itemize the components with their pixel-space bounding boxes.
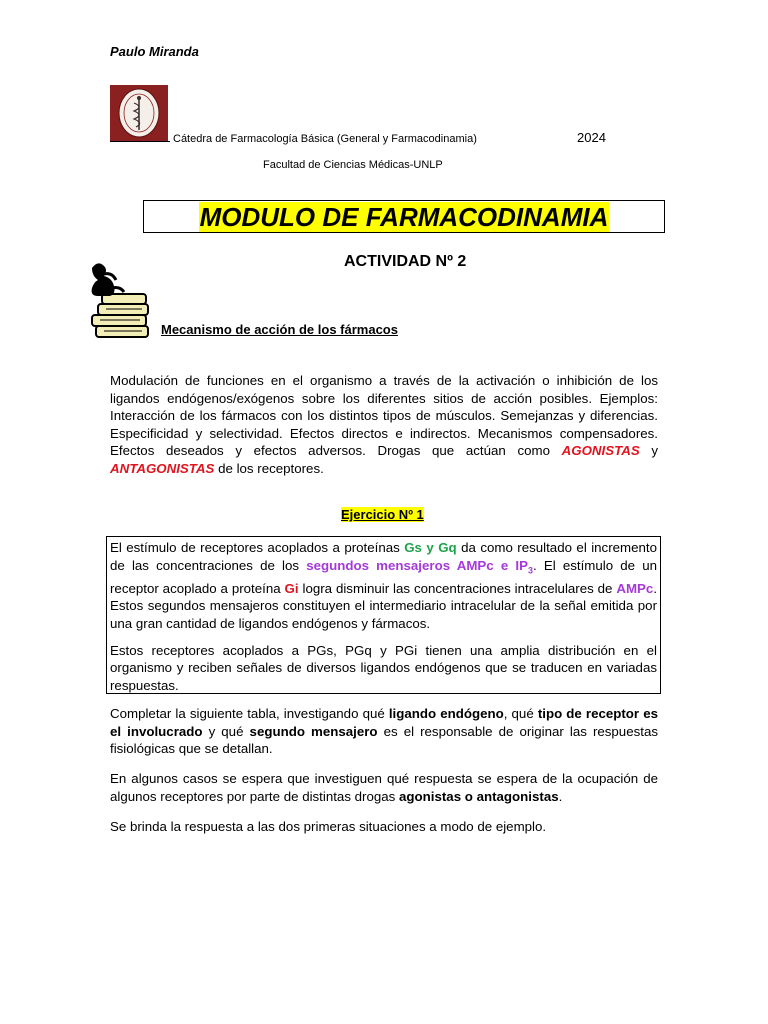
brinda-paragraph: Se brinda la respuesta a las dos primeras situaciones a modo de ejemplo. — [110, 819, 547, 834]
university-seal-icon — [110, 85, 168, 141]
intro-end: de los receptores. — [214, 460, 324, 476]
thinker-on-books-icon — [82, 260, 152, 342]
completar-paragraph — [110, 705, 658, 758]
completar-text: , qué — [503, 706, 538, 721]
segundo-mensajero-term: segundo mensajero — [249, 723, 378, 739]
module-title-box — [143, 200, 665, 233]
author-name: Paulo Miranda — [110, 44, 199, 59]
logo-underline — [110, 141, 170, 142]
box-paragraph-1 — [110, 539, 657, 633]
completar-text: es el responsable de originar las respuestas fisiológicas que se detallan. — [110, 723, 658, 757]
ampc-term: AMPc — [616, 580, 654, 596]
intro-y: y — [639, 443, 658, 459]
segundos-mensajeros-term — [306, 557, 533, 576]
gi-term: Gi — [284, 580, 299, 596]
box-text: El estímulo de receptores acoplados a proteínas — [110, 540, 405, 555]
agonistas-antagonistas-term: agonistas o antagonistas — [399, 788, 559, 804]
box-text: . El estímulo de un receptor acoplado a proteína — [110, 557, 657, 596]
year-label: 2024 — [577, 130, 606, 145]
activity-heading: ACTIVIDAD Nº 2 — [344, 253, 467, 270]
section-mecanismo-heading: Mecanismo de acción de los fármacos — [161, 322, 398, 337]
receptor-info-box — [106, 536, 661, 694]
gs-gq-term: Gs y Gq — [404, 540, 457, 555]
module-title: MODULO DE FARMACODINAMIA — [199, 202, 609, 232]
facultad-label: Facultad de Ciencias Médicas-UNLP — [263, 159, 443, 171]
agonistas-term: AGONISTAS — [561, 443, 640, 459]
tipo-receptor-term: tipo de receptor es el involucrado — [110, 706, 658, 739]
box-text: da como resultado el incremento de las concentraciones de los — [110, 540, 657, 573]
completar-text: Completar la siguiente tabla, investigando qué — [110, 706, 389, 721]
algunos-text: . — [558, 788, 563, 804]
box-text: . Estos segundos mensajeros constituyen el intermediario intracelular de la señal emitida por una gran cantidad de ligandos endógenos y fármacos. — [110, 580, 658, 632]
box-text: logra disminuir las concentraciones intracelulares de — [298, 580, 617, 596]
intro-paragraph — [110, 372, 658, 478]
ligando-term: ligando endógeno — [388, 706, 504, 721]
catedra-label: Cátedra de Farmacología Básica (General y Farmacodinamia) — [173, 133, 477, 145]
exercise-heading: Ejercicio Nº 1 — [341, 507, 424, 522]
segundos-text: segundos mensajeros AMPc e IP — [306, 557, 528, 573]
algunos-text: En algunos casos se espera que investiguen qué respuesta se espera de la ocupación de algunos receptores por parte de distintas drogas — [110, 771, 658, 804]
box-paragraph-2: Estos receptores acoplados a PGs, PGq y PGi tienen una amplia distribución en el organismo y reciben señales de diversos ligandos endógenos que se traducen en variadas respuestas. — [110, 642, 657, 693]
ip3-subscript: 3 — [527, 565, 533, 576]
completar-text: y qué — [202, 723, 250, 739]
intro-text: Modulación de funciones en el organismo a través de la activación o inhibición de los ligandos endógenos/exógenos sobre los diferentes sitios de acción posibles. Ejemplos: Interacción de los fármacos con los distintos tipos de músculos. Semejanzas y diferencias. Especificidad y selectividad. Efectos directos e indirectos. Mecanismos compensadores. Efectos deseados y efectos adversos. Drogas que actúan como — [110, 373, 658, 459]
algunos-paragraph — [110, 770, 658, 805]
antagonistas-term: ANTAGONISTAS — [110, 460, 215, 476]
